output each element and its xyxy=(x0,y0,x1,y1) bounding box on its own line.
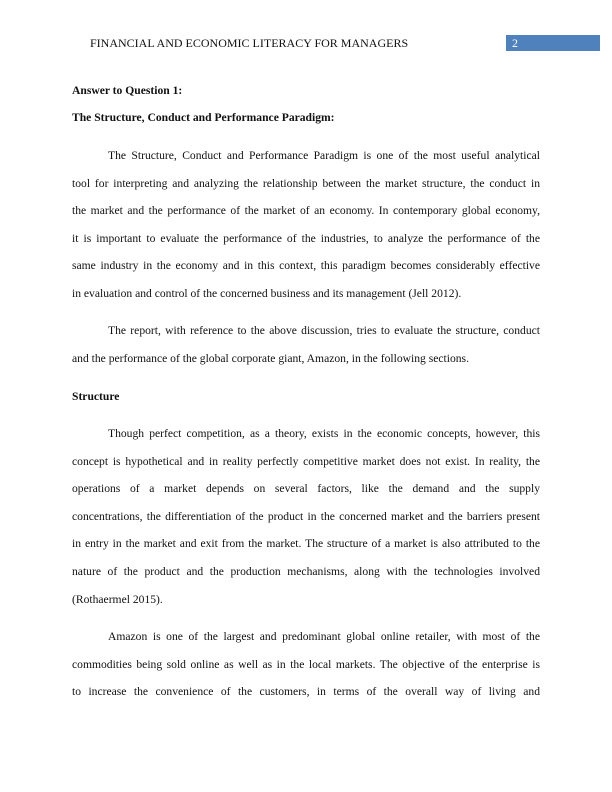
paragraph-line: operations of a market depends on several factors, like the demand and the supply xyxy=(72,482,540,496)
paragraph-line: Though perfect competition, as a theory, exists in the economic concepts, however, this xyxy=(108,427,540,440)
page-number-box xyxy=(506,35,600,51)
paragraph-line: concept is hypothetical and in reality perfectly competitive market does not exist. In reality, the xyxy=(72,454,540,468)
paragraph-line: and the performance of the global corporate giant, Amazon, in the following sections. xyxy=(72,351,469,365)
paragraph-line: commodities being sold online as well as in the local markets. The objective of the enterprise is xyxy=(72,657,540,671)
paragraph-line: to increase the convenience of the customers, in terms of the overall way of living and xyxy=(72,685,540,699)
paragraph-line: it is important to evaluate the performance of the industries, to analyze the performance of the xyxy=(72,231,540,245)
paragraph-line: in evaluation and control of the concerned business and its management (Jell 2012). xyxy=(72,287,462,300)
heading-answer: Answer to Question 1: xyxy=(72,84,183,97)
heading-scp: The Structure, Conduct and Performance Paradigm: xyxy=(72,111,335,124)
paragraph-line: in entry in the market and exit from the market. The structure of a market is also attributed to the xyxy=(72,537,540,551)
paragraph-line: The Structure, Conduct and Performance Paradigm is one of the most useful analytical xyxy=(108,149,540,162)
paragraph-line: Amazon is one of the largest and predominant global online retailer, with most of the xyxy=(108,630,540,643)
page-number: 2 xyxy=(512,36,518,50)
paragraph-line: tool for interpreting and analyzing the relationship between the market structure, the conduct in xyxy=(72,176,540,190)
running-header: FINANCIAL AND ECONOMIC LITERACY FOR MANAGERS xyxy=(90,36,409,50)
paragraph-line: (Rothaermel 2015). xyxy=(72,592,163,606)
paragraph-line: the market and the performance of the market of an economy. In contemporary global economy, xyxy=(72,204,540,218)
paragraph-line: The report, with reference to the above discussion, tries to evaluate the structure, conduct xyxy=(108,324,540,337)
paragraph-line: nature of the product and the production mechanisms, along with the technologies involved xyxy=(72,565,540,578)
heading-structure: Structure xyxy=(72,390,120,403)
paragraph-line: same industry in the economy and in this context, this paradigm becomes considerably effective xyxy=(72,259,540,273)
paragraph-line: concentrations, the differentiation of the product in the concerned market and the barriers present xyxy=(72,509,540,523)
